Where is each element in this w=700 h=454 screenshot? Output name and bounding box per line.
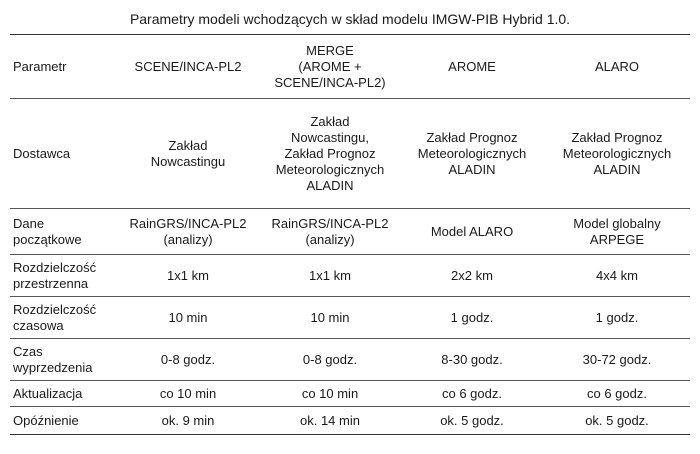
table-cell: Zakład Nowcastingu bbox=[150, 137, 226, 169]
row-label: Opóźnienie bbox=[13, 412, 79, 428]
table-cell: Zakład Prognoz Meteorologicznych ALADIN bbox=[417, 129, 527, 177]
table-header-row bbox=[10, 35, 690, 99]
table-row-dane-poczatkowe bbox=[10, 209, 690, 255]
row-label: Dostawca bbox=[13, 145, 71, 161]
table-cell: 1 godz. bbox=[595, 309, 639, 325]
row-label: Dane początkowe bbox=[13, 215, 82, 247]
table-cell: 1 godz. bbox=[450, 309, 494, 325]
table-cell: co 10 min bbox=[301, 385, 359, 401]
table-cell: ok. 5 godz. bbox=[585, 412, 649, 428]
table-cell: 10 min bbox=[168, 309, 208, 325]
header-cell-arome: AROME bbox=[448, 58, 496, 74]
row-label: Aktualizacja bbox=[13, 385, 83, 401]
table-cell: ok. 9 min bbox=[161, 412, 215, 428]
table-row-opoznienie bbox=[10, 407, 690, 435]
table-row-dostawca bbox=[10, 99, 690, 209]
table-cell: co 6 godz. bbox=[587, 385, 647, 401]
table-cell: ok. 14 min bbox=[300, 412, 360, 428]
table-caption: Parametry modeli wchodzących w skład modelu IMGW-PIB Hybrid 1.0. bbox=[129, 11, 571, 27]
row-label: Rozdzielczość przestrzenna bbox=[13, 259, 97, 291]
row-label: Rozdzielczość czasowa bbox=[13, 301, 97, 333]
table-cell: 10 min bbox=[310, 309, 350, 325]
table-cell: 1x1 km bbox=[167, 267, 209, 283]
header-cell-scene-inca: SCENE/INCA-PL2 bbox=[134, 58, 242, 74]
table-row-rozdzielczosc-czasowa bbox=[10, 297, 690, 339]
parameters-table bbox=[10, 34, 690, 435]
row-label: Czas wyprzedzenia bbox=[13, 343, 93, 375]
table-cell: 0-8 godz. bbox=[302, 351, 358, 367]
header-cell-merge: MERGE (AROME + SCENE/INCA-PL2) bbox=[274, 42, 386, 90]
table-row-rozdzielczosc-przestrzenna bbox=[10, 255, 690, 297]
table-cell: ok. 5 godz. bbox=[440, 412, 504, 428]
table-cell: 8-30 godz. bbox=[441, 351, 503, 367]
table-cell: 30-72 godz. bbox=[582, 351, 652, 367]
table-cell: 0-8 godz. bbox=[160, 351, 216, 367]
table-cell: 2x2 km bbox=[451, 267, 493, 283]
table-cell: 4x4 km bbox=[596, 267, 638, 283]
table-cell: co 10 min bbox=[159, 385, 217, 401]
table-cell: Zakład Nowcastingu, Zakład Prognoz Meteorologicznych ALADIN bbox=[275, 113, 385, 193]
table-cell: Model globalny ARPEGE bbox=[573, 215, 661, 247]
table-cell: 1x1 km bbox=[309, 267, 351, 283]
table-row-czas-wyprzedzenia bbox=[10, 339, 690, 381]
table-row-aktualizacja bbox=[10, 381, 690, 407]
table-cell: RainGRS/INCA-PL2 (analizy) bbox=[129, 215, 247, 247]
table-cell: RainGRS/INCA-PL2 (analizy) bbox=[271, 215, 389, 247]
table-cell: Zakład Prognoz Meteorologicznych ALADIN bbox=[562, 129, 672, 177]
header-label-cell: Parametr bbox=[13, 58, 67, 74]
table-cell: Model ALARO bbox=[430, 223, 514, 239]
table-cell: co 6 godz. bbox=[442, 385, 502, 401]
header-cell-alaro: ALARO bbox=[594, 58, 640, 74]
